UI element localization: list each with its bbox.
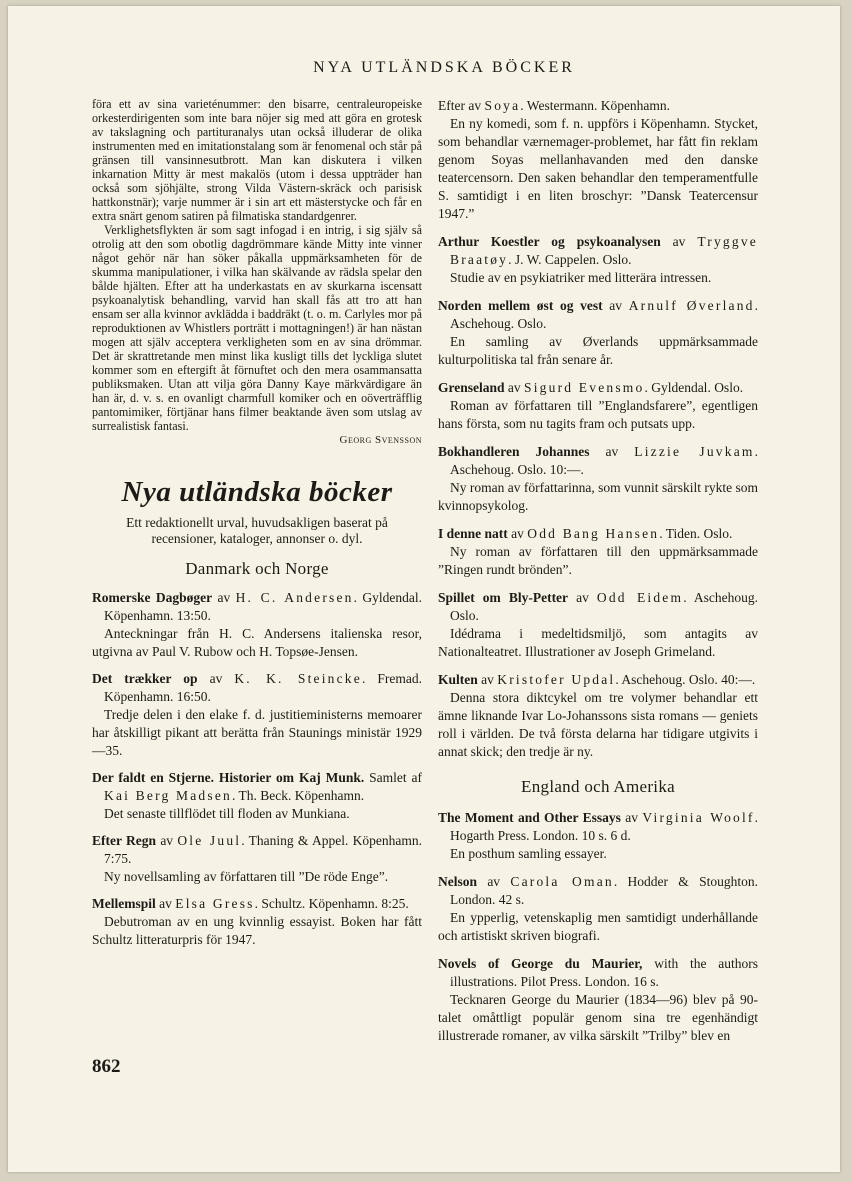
review-signature: Georg Svensson xyxy=(339,434,422,446)
film-review xyxy=(92,97,422,446)
book-publisher: . Tiden. Oslo. xyxy=(659,526,733,541)
book-publisher: . Gyldendal. Oslo. xyxy=(644,380,744,395)
review-paragraph: Verklighetsflykten är som sagt infogad i en intrig, i sig själv så otrolig att den som obotlig dagdrömmare kände Mitty inte vinner något gehör när han söker påkalla uppmärksamheten för de skumma manipulationer, i vilka han skälvande av rädsla spelar den bålde hjälten. Efter att ha underkastats en av skurkarna iscensatt psykoanalytisk behandling, varvid han skall fås att tro att han ensam ser alla kvinnor avklädda i baddräkt (t. o. m. Carlyles mor på reproduktionen av Whistlers porträtt i mottagningen!) är han nästan mogen att själv acceptera verkligheten som en av sina drömmar. Det är skrattretande men minst lika kusligt tills det lyckliga slutet kommer som en eftergift åt förnuftet och den mera osammansatta publiksmaken. Utan att vilja göra Danny Kaye märkvärdigare än han är, d. v. s. en ovanligt charmfull komiker och en oöverträfflig pantomimiker, förtjänar hans filmer beaktande även som utslag av surrealistisk fantasi. xyxy=(92,223,422,433)
book-author: Sigurd Evensmo xyxy=(524,380,645,395)
book-list-right xyxy=(438,97,758,761)
book-entry-heading xyxy=(438,589,758,625)
section-title: Nya utländska böcker xyxy=(121,476,393,508)
book-entry-heading xyxy=(438,873,758,909)
book-entry-heading xyxy=(92,832,422,868)
book-entry xyxy=(438,443,758,515)
book-author: Arnulf Øverland xyxy=(628,298,755,313)
book-description: En ny komedi, som f. n. uppförs i Köpenhamn. Stycket, som behandlar værnemager-problemet, har fått fin reklam genom Soyas mellanhavanden med den danske teatercensorn. Den saken behandlar den temperamentfulle S. samtidigt i en liten broschyr: ”Dansk Teatercensur 1947.” xyxy=(438,116,758,221)
book-publisher: . Aschehoug. Oslo. xyxy=(450,298,758,331)
book-entry xyxy=(438,873,758,945)
book-entry xyxy=(438,97,758,223)
book-publisher: . Hogarth Press. London. 10 s. 6 d. xyxy=(450,810,758,843)
book-entry xyxy=(92,589,422,661)
book-description: Ny roman av författaren till den uppmärksammade ”Ringen rundt brönden”. xyxy=(438,544,758,577)
book-entry-heading xyxy=(92,769,422,805)
book-description: Idédrama i medeltidsmiljö, som antagits av Nationalteatret. Illustrationer av Joseph Grimeland. xyxy=(438,626,758,659)
book-publisher: . J. W. Cappelen. Oslo. xyxy=(508,252,632,267)
book-entry xyxy=(92,832,422,886)
book-author: H. C. Andersen xyxy=(235,590,354,605)
book-publisher: . Th. Beck. Köpenhamn. xyxy=(231,788,365,803)
book-entry-heading xyxy=(438,443,758,479)
book-entry xyxy=(438,297,758,369)
book-title: The Moment and Other Essays xyxy=(438,810,621,825)
book-connector: av xyxy=(589,444,635,459)
book-title: Norden mellem øst og vest xyxy=(438,298,603,313)
book-connector: av xyxy=(507,526,528,541)
book-author: K. K. Steincke xyxy=(234,671,362,686)
book-description: Ny roman av författarinna, som vunnit särskilt rykte som kvinnopsykolog. xyxy=(438,480,758,513)
running-head: NYA UTLÄNDSKA BÖCKER xyxy=(313,59,575,76)
book-entry xyxy=(438,671,758,761)
book-author: Kai Berg Madsen xyxy=(104,788,232,803)
book-description: En posthum samling essayer. xyxy=(450,846,607,861)
book-author: Ole Juul xyxy=(177,833,242,848)
book-title: Spillet om Bly-Petter xyxy=(438,590,569,605)
book-publisher: . Thaning & Appel. Köpenhamn. 7:75. xyxy=(104,833,422,866)
book-description: Roman av författaren till ”Englandsfarere”, egentligen hans första, som nu tagits fram och putsats upp. xyxy=(438,398,758,431)
right-column xyxy=(438,97,758,1055)
book-publisher: . Fremad. Köpenhamn. 16:50. xyxy=(104,671,422,704)
book-entry-heading xyxy=(438,671,758,689)
book-entry-heading xyxy=(438,379,758,397)
book-description: Debutroman av en ung kvinnlig essayist. Boken har fått Schultz litteraturpris för 1947. xyxy=(92,914,422,947)
book-publisher: . Aschehoug. Oslo. 40:—. xyxy=(615,672,756,687)
book-publisher: . Westermann. Köpenhamn. xyxy=(520,98,671,113)
book-author: Odd Eidem xyxy=(596,590,684,605)
book-title: Arthur Koestler og psykoanalysen xyxy=(438,234,661,249)
book-description: Studie av en psykiatriker med litterära intressen. xyxy=(450,270,712,285)
book-entry xyxy=(438,955,758,1045)
book-entry-heading xyxy=(438,97,758,115)
book-entry-heading xyxy=(438,955,758,991)
book-title: Novels of George du Maurier, xyxy=(438,956,643,971)
left-column xyxy=(92,97,422,958)
book-entry-heading xyxy=(92,670,422,706)
book-title: Romerske Dagbøger xyxy=(92,590,213,605)
book-connector: with the authors illustrations. Pilot Press. London. 16 s. xyxy=(450,956,758,989)
book-entry-heading xyxy=(438,525,758,543)
book-list-england xyxy=(438,809,758,1045)
book-entry xyxy=(438,589,758,661)
book-title: Det trækker op xyxy=(92,671,198,686)
book-publisher: . Schultz. Köpenhamn. 8:25. xyxy=(254,896,409,911)
book-title: Grenseland xyxy=(438,380,505,395)
book-entry xyxy=(438,233,758,287)
book-entry-heading xyxy=(438,233,758,269)
review-paragraph: föra ett av sina varieténummer: den bisarre, centraleuropeiske orkesterdirigenten som inte bara nöjer sig med att göra en grotesk av takslagning och partituranalys utan också illuderar de olika instrumenten med en imitationstalang som är fenomenal och står på gränsen till vansinnesutbrott. Man kan diskutera i vilken inkarnation Mitty är mest makalös (utom i dessa uppträder han också som sjöhjälte, strong Vilda Västern-skräck och parisisk hattkonstnär); varje nummer är i sin art ett mästerstycke och får en extra snärt genom satiren på filmatiska standardgenrer. xyxy=(92,97,422,223)
book-entry xyxy=(438,809,758,863)
book-connector: Efter av xyxy=(438,98,485,113)
book-connector: av xyxy=(477,874,511,889)
book-list-left xyxy=(92,589,422,949)
region-heading-denmark-norway: Danmark och Norge xyxy=(185,559,329,578)
book-author: Odd Bang Hansen xyxy=(527,526,660,541)
book-author: Lizzie Juvkam xyxy=(634,444,755,459)
book-entry-heading xyxy=(92,589,422,625)
book-entry xyxy=(92,769,422,823)
book-connector: av xyxy=(155,896,176,911)
book-author: Elsa Gress xyxy=(175,896,255,911)
book-author: Soya xyxy=(484,98,521,113)
book-author: Virginia Woolf xyxy=(642,810,755,825)
book-description: Anteckningar från H. C. Andersens italienska resor, utgivna av Paul V. Rubow och H. Topsøe-Jensen. xyxy=(92,626,422,659)
book-title: Efter Regn xyxy=(92,833,157,848)
book-connector: Samlet af xyxy=(364,770,423,785)
book-title: Kulten xyxy=(438,672,478,687)
region-heading-england-america: England och Amerika xyxy=(521,777,675,796)
book-description: Det senaste tillflödet till floden av Munkiana. xyxy=(104,806,350,821)
book-publisher: . Hodder & Stoughton. London. 42 s. xyxy=(450,874,758,907)
book-description: Denna stora diktcykel om tre volymer behandlar ett ämne liknande Ivar Lo-Johanssons sista romans — geniets roll i världen. De två första delarna har tidigare utgivits i annat skick; den tredje är ny. xyxy=(438,690,758,759)
book-author: Kristofer Updal xyxy=(497,672,616,687)
book-description: Tredje delen i den elake f. d. justitieministerns memoarer har åtskilligt pikant att berätta från Staunings ministär 1929—35. xyxy=(92,707,422,758)
book-connector: av xyxy=(568,590,597,605)
book-connector: av xyxy=(212,590,236,605)
book-connector: av xyxy=(602,298,629,313)
section-subtitle: Ett redaktionellt urval, huvudsakligen baserat på recensioner, kataloger, annonser o. dyl. xyxy=(126,515,388,546)
book-title: I denne natt xyxy=(438,526,508,541)
book-entry-heading xyxy=(92,895,422,913)
book-connector: av xyxy=(660,234,698,249)
book-title: Bokhandleren Johannes xyxy=(438,444,590,459)
book-author: Tryggve Braatøy xyxy=(450,234,758,267)
book-title: Mellemspil xyxy=(92,896,156,911)
book-entry xyxy=(438,379,758,433)
book-description: En samling av Øverlands uppmärksammade kulturpolitiska tal från senare år. xyxy=(438,334,758,367)
book-entry xyxy=(92,895,422,949)
book-entry xyxy=(92,670,422,760)
book-publisher: . Aschehoug. Oslo. 10:—. xyxy=(450,444,758,477)
magazine-page xyxy=(8,6,840,1172)
book-connector: av xyxy=(477,672,498,687)
book-description: En ypperlig, vetenskaplig men samtidigt underhållande och artistiskt skriven biografi. xyxy=(438,910,758,943)
book-publisher: . Gyldendal. Köpenhamn. 13:50. xyxy=(104,590,422,623)
page-number: 862 xyxy=(92,1056,121,1077)
book-title: Nelson xyxy=(438,874,478,889)
book-publisher: . Aschehoug. Oslo. xyxy=(450,590,758,623)
book-description: Ny novellsamling av författaren till ”De röde Enge”. xyxy=(104,869,389,884)
book-author: Carola Oman xyxy=(510,874,614,889)
book-entry-heading xyxy=(438,297,758,333)
book-entry xyxy=(438,525,758,579)
book-entry-heading xyxy=(438,809,758,845)
book-description: Tecknaren George du Maurier (1834—96) blev på 90-talet omåttligt populär genom sina tre egenhändigt illustrerade romaner, av vilka särskilt ”Trilby” blev en xyxy=(438,992,758,1043)
book-connector: av xyxy=(197,671,235,686)
book-connector: av xyxy=(620,810,643,825)
book-connector: av xyxy=(156,833,178,848)
book-title: Der faldt en Stjerne. Historier om Kaj Munk. xyxy=(92,770,365,785)
book-connector: av xyxy=(504,380,525,395)
